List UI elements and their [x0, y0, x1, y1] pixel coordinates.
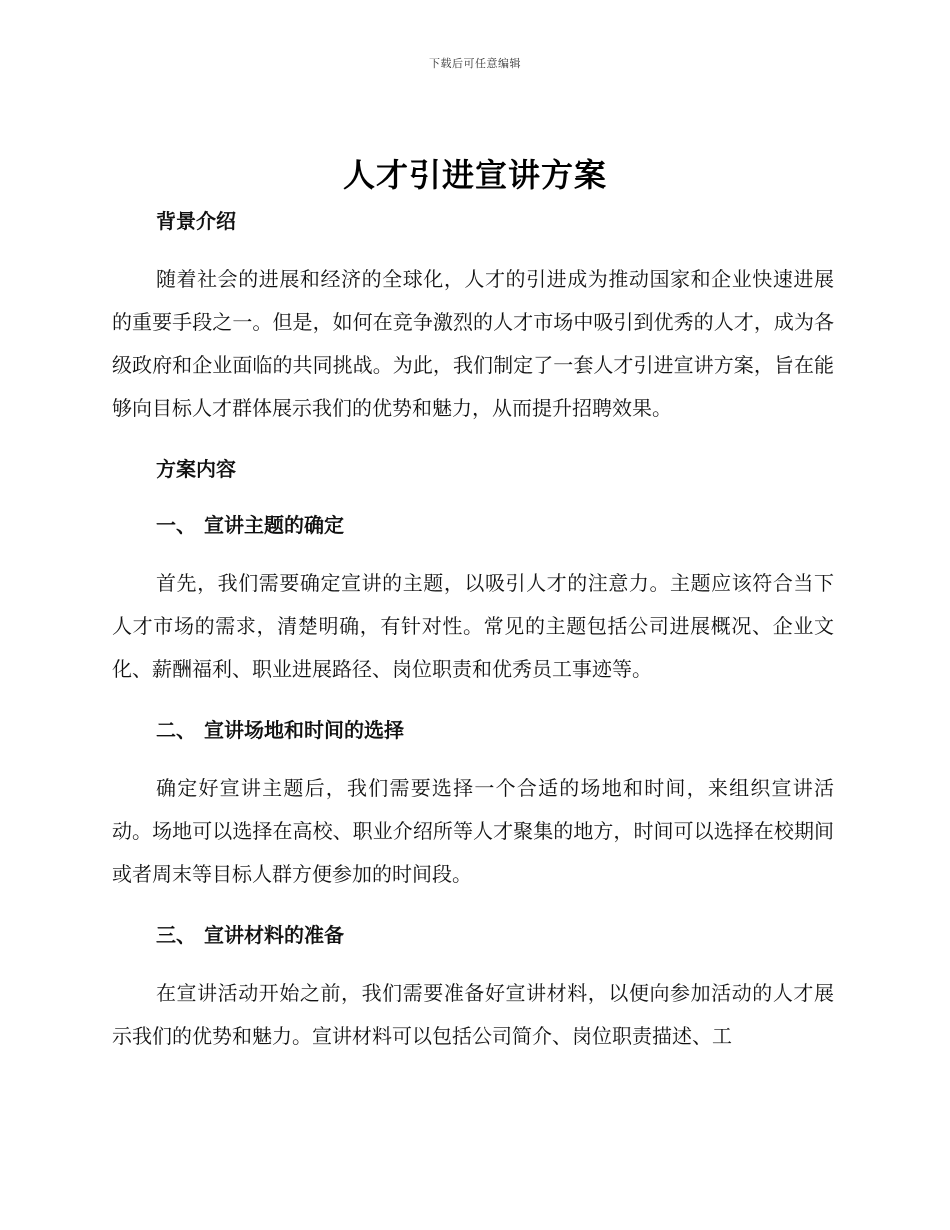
section-heading-item2 — [112, 713, 834, 747]
item3-heading-text: 宣讲材料的准备 — [204, 923, 344, 947]
item2-heading-text: 宣讲场地和时间的选择 — [204, 718, 404, 742]
item2-number: 二、 — [156, 718, 196, 742]
paragraph-item3: 在宣讲活动开始之前，我们需要准备好宣讲材料，以便向参加活动的人才展示我们的优势和魅力。宣讲材料可以包括公司简介、岗位职责描述、工 — [112, 981, 834, 1048]
item1-heading-text: 宣讲主题的确定 — [204, 513, 344, 537]
item3-number: 三、 — [156, 923, 196, 947]
section-heading-plan: 方案内容 — [156, 457, 236, 481]
item1-number: 一、 — [156, 513, 196, 537]
document-title: 人才引进宣讲方案 — [342, 156, 607, 194]
section-heading-item1 — [112, 508, 834, 542]
paragraph-background: 随着社会的进展和经济的全球化，人才的引进成为推动国家和企业快速进展的重要手段之一。但是，如何在竞争激烈的人才市场中吸引到优秀的人才，成为各级政府和企业面临的共同挑战。为此，我们制定了一套人才引进宣讲方案，旨在能够向目标人才群体展示我们的优势和魅力，从而提升招聘效果。 — [112, 267, 834, 420]
section-heading-background: 背景介绍 — [156, 209, 236, 233]
paragraph-item2: 确定好宣讲主题后，我们需要选择一个合适的场地和时间，来组织宣讲活动。场地可以选择在高校、职业介绍所等人才聚集的地方，时间可以选择在校期间或者周末等目标人群方便参加的时间段。 — [112, 776, 834, 886]
document-body — [112, 204, 834, 1058]
section-heading-item3 — [112, 918, 834, 952]
paragraph-item1: 首先，我们需要确定宣讲的主题，以吸引人才的注意力。主题应该符合当下人才市场的需求，清楚明确，有针对性。常见的主题包括公司进展概况、企业文化、薪酬福利、职业进展路径、岗位职责和优秀员工事迹等。 — [112, 571, 834, 681]
header-note: 下载后可任意编辑 — [429, 57, 521, 70]
